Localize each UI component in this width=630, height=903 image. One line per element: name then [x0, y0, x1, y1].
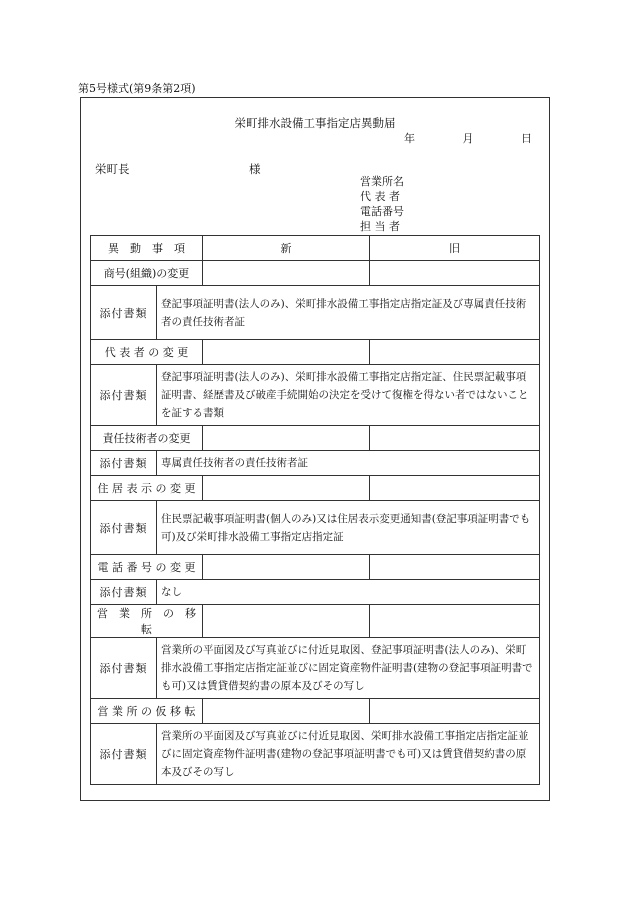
attachment-description: 専属責任技術者の責任技術者証: [157, 451, 540, 476]
attachment-label: 添付書類: [91, 365, 157, 426]
applicant-fields: [360, 174, 404, 234]
attachment-description: 営業所の平面図及び写真並びに付近見取図、登記事項証明書(法人のみ)、栄町排水設備工事指定店指定証並びに固定資産物件証明書(建物の登記事項証明書でも可)又は賃貸借契約書の原本及びその写し: [157, 638, 540, 699]
table-row: [91, 451, 540, 476]
old-value-cell[interactable]: [370, 555, 540, 580]
table-row: [91, 340, 540, 365]
change-item-label: 電 話 番 号 の 変 更: [91, 555, 203, 580]
field-office-name: 営業所名: [360, 175, 404, 188]
header-old: 旧: [370, 236, 540, 261]
header-change-item: 異 動 事 項: [91, 236, 203, 261]
table-row: [91, 638, 540, 699]
old-value-cell[interactable]: [370, 476, 540, 501]
date-line: [404, 130, 532, 146]
recipient-honorific: 様: [249, 162, 261, 176]
attachment-description: 登記事項証明書(法人のみ)、栄町排水設備工事指定店指定証、住民票記載事項証明書、経歴書及び破産手続開始の決定を受けて復権を得ない者ではないことを証する書類: [157, 365, 540, 426]
form-number-label: 第5号様式(第9条第2項): [78, 82, 196, 95]
table-row: [91, 501, 540, 555]
new-value-cell[interactable]: [203, 340, 370, 365]
attachment-label: 添付書類: [91, 638, 157, 699]
attachment-description: 営業所の平面図及び写真並びに付近見取図、栄町排水設備工事指定店指定証並びに固定資産物件証明書(建物の登記事項証明書でも可)又は賃貸借契約書の原本及びその写し: [157, 724, 540, 785]
attachment-label: 添付書類: [91, 501, 157, 555]
field-contact-person: 担 当 者: [360, 220, 400, 233]
new-value-cell[interactable]: [203, 699, 370, 724]
date-month: 月: [462, 132, 474, 145]
table-row: [91, 261, 540, 286]
table-row: [91, 605, 540, 638]
old-value-cell[interactable]: [370, 605, 540, 638]
table-row: [91, 555, 540, 580]
new-value-cell[interactable]: [203, 555, 370, 580]
table-row: [91, 699, 540, 724]
attachment-description: 登記事項証明書(法人のみ)、栄町排水設備工事指定店指定証及び専属責任技術者の責任技術者証: [157, 286, 540, 340]
change-item-label: 代 表 者 の 変 更: [91, 340, 203, 365]
form-frame: [80, 97, 550, 801]
new-value-cell[interactable]: [203, 426, 370, 451]
change-item-label: 営 業 所 の 仮 移 転: [91, 699, 203, 724]
old-value-cell[interactable]: [370, 340, 540, 365]
table-row: [91, 365, 540, 426]
table-row: [91, 286, 540, 340]
change-item-label: 住 居 表 示 の 変 更: [91, 476, 203, 501]
header-new: 新: [203, 236, 370, 261]
change-item-label: 責任技術者の変更: [91, 426, 203, 451]
attachment-label: 添付書類: [91, 580, 157, 605]
document-title: 栄町排水設備工事指定店異動届: [234, 116, 396, 130]
attachment-label: 添付書類: [91, 451, 157, 476]
date-day: 日: [521, 132, 532, 145]
date-year: 年: [404, 132, 415, 145]
new-value-cell[interactable]: [203, 605, 370, 638]
table-row: [91, 476, 540, 501]
attachment-description: 住民票記載事項証明書(個人のみ)又は住居表示変更通知書(登記事項証明書でも可)及び栄町排水設備工事指定店指定証: [157, 501, 540, 555]
old-value-cell[interactable]: [370, 426, 540, 451]
table-header-row: [91, 236, 540, 261]
new-value-cell[interactable]: [203, 476, 370, 501]
change-item-label: 商号(組織)の変更: [91, 261, 203, 286]
change-item-label: 営 業 所 の 移 転: [91, 605, 203, 638]
table-row: [91, 580, 540, 605]
recipient-name: 栄町長: [95, 162, 130, 176]
table-row: [91, 724, 540, 785]
old-value-cell[interactable]: [370, 699, 540, 724]
table-row: [91, 426, 540, 451]
new-value-cell[interactable]: [203, 261, 370, 286]
field-phone: 電話番号: [360, 205, 404, 218]
attachment-description: なし: [157, 580, 540, 605]
attachment-label: 添付書類: [91, 724, 157, 785]
change-table: [90, 235, 540, 785]
field-representative: 代 表 者: [360, 190, 400, 203]
old-value-cell[interactable]: [370, 261, 540, 286]
attachment-label: 添付書類: [91, 286, 157, 340]
